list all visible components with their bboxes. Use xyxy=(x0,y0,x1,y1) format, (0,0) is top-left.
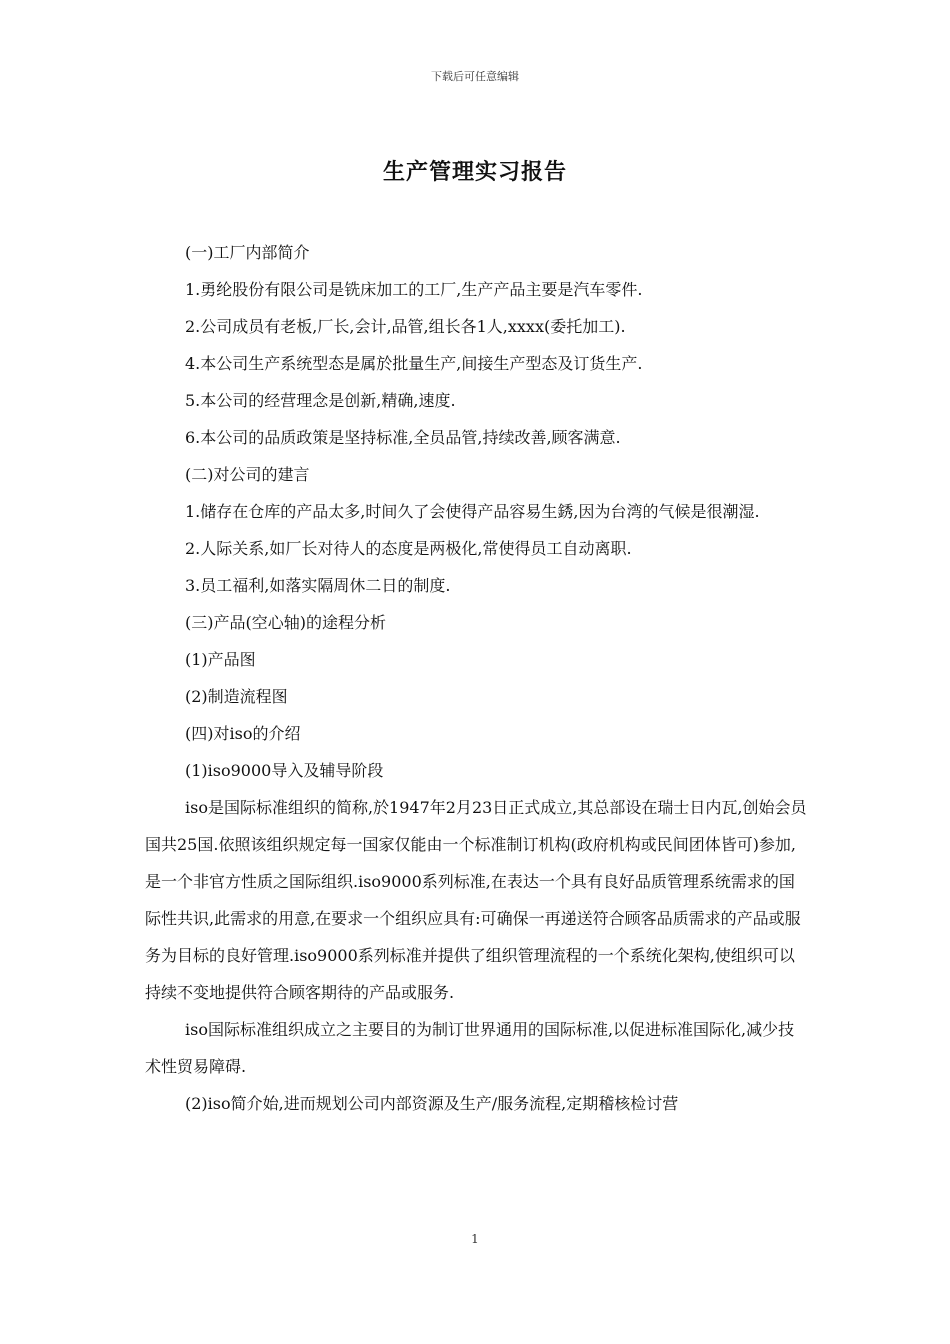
paragraph: 5.本公司的经营理念是创新,精确,速度. xyxy=(185,391,456,410)
page-number: 1 xyxy=(471,1232,479,1246)
paragraph: (1)iso9000导入及辅导阶段 xyxy=(185,761,384,780)
paragraph: iso国际标准组织成立之主要目的为制订世界通用的国际标准,以促进标准国际化,减少技术性贸易障碍. xyxy=(145,1020,795,1076)
section-heading-factory-intro: (一)工厂内部简介 xyxy=(185,243,310,262)
section-heading-routing-analysis: (三)产品(空心轴)的途程分析 xyxy=(185,613,386,632)
section-heading-iso-intro: (四)对iso的介绍 xyxy=(185,724,301,743)
paragraph: 2.人际关系,如厂长对待人的态度是两极化,常使得员工自动离职. xyxy=(185,539,632,558)
paragraph: (2)制造流程图 xyxy=(185,687,288,706)
paragraph: 2.公司成员有老板,厂长,会计,品管,组长各1人,xxxx(委托加工). xyxy=(185,317,626,336)
paragraph: 4.本公司生产系统型态是属於批量生产,间接生产型态及订货生产. xyxy=(185,354,643,373)
document-body xyxy=(145,234,810,1122)
paragraph: 3.员工福利,如落实隔周休二日的制度. xyxy=(185,576,451,595)
section-heading-suggestions: (二)对公司的建言 xyxy=(185,465,310,484)
paragraph: (1)产品图 xyxy=(185,650,256,669)
paragraph: 6.本公司的品质政策是坚持标准,全员品管,持续改善,顾客满意. xyxy=(185,428,621,447)
page-header: 下载后可任意编辑 xyxy=(431,70,519,83)
paragraph: iso是国际标准组织的简称,於1947年2月23日正式成立,其总部设在瑞士日内瓦,创始会员国共25国.依照该组织规定每一国家仅能由一个标准制订机构(政府机构或民间团体皆可)参加,是一个非官方性质之国际组织.iso9000系列标准,在表达一个具有良好品质管理系统需求的国际性共识,此需求的用意,在要求一个组织应具有:可确保一再递送符合顾客品质需求的产品或服务为目标的良好管理.iso9000系列标准并提供了组织管理流程的一个系统化架构,使组织可以持续不变地提供符合顾客期待的产品或服务. xyxy=(145,798,807,1002)
document-title: 生产管理实习报告 xyxy=(382,160,567,185)
paragraph: 1.勇纶股份有限公司是铣床加工的工厂,生产产品主要是汽车零件. xyxy=(185,280,643,299)
paragraph: (2)iso简介始,进而规划公司内部资源及生产/服务流程,定期稽核检讨营 xyxy=(185,1094,679,1113)
paragraph: 1.储存在仓库的产品太多,时间久了会使得产品容易生銹,因为台湾的气候是很潮湿. xyxy=(185,502,760,521)
